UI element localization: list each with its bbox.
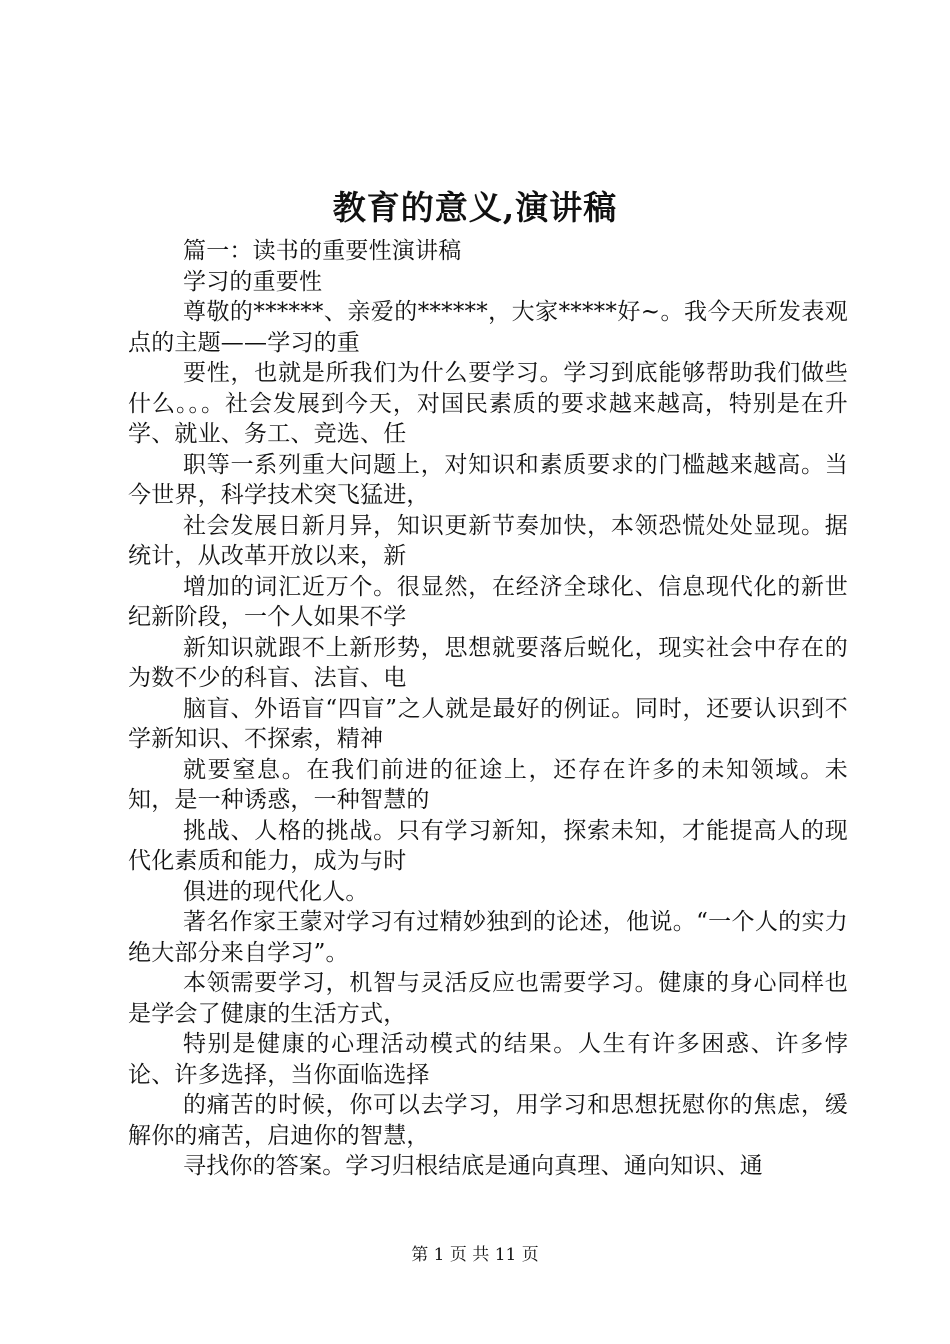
paragraph: 要性，也就是所我们为什么要学习。学习到底能够帮助我们做些什么。。。社会发展到今天，对国民素质的要求越来越高，特别是在升学、就业、务工、竞选、任 [128,360,848,447]
paragraph: 学习的重要性 [183,268,323,295]
paragraph: 增加的词汇近万个。很显然，在经济全球化、信息现代化的新世纪新阶段，一个人如果不学 [128,573,848,630]
paragraph: 就要窒息。在我们前进的征途上，还存在许多的未知领域。未知，是一种诱惑，一种智慧的 [128,756,848,813]
paragraph: 脑盲、外语盲“四盲”之人就是最好的例证。同时，还要认识到不学新知识、不探索，精神 [128,695,848,752]
paragraph: 著名作家王蒙对学习有过精妙独到的论述，他说。“一个人的实力绝大部分来自学习”。 [128,909,848,966]
paragraph: 俱进的现代化人。 [183,878,369,905]
document-title: 教育的意义,演讲稿 [332,188,618,227]
paragraph: 特别是健康的心理活动模式的结果。人生有许多困惑、许多悖论、许多选择，当你面临选择 [128,1031,848,1088]
paragraph: 职等一系列重大问题上，对知识和素质要求的门槛越来越高。当今世界，科学技术突飞猛进， [128,451,848,508]
paragraph: 寻找你的答案。学习归根结底是通向真理、通向知识、通 [183,1153,763,1179]
document-body [128,236,848,1182]
paragraph: 篇一：读书的重要性演讲稿 [183,238,462,264]
paragraph: 新知识就跟不上新形势，思想就要落后蜕化，现实社会中存在的为数不少的科盲、法盲、电 [128,634,848,691]
paragraph: 社会发展日新月异，知识更新节奏加快，本领恐慌处处显现。据统计，从改革开放以来，新 [128,512,848,569]
paragraph: 挑战、人格的挑战。只有学习新知，探索未知，才能提高人的现代化素质和能力，成为与时 [128,817,848,874]
paragraph: 的痛苦的时候，你可以去学习，用学习和思想抚慰你的焦虑，缓解你的痛苦，启迪你的智慧， [128,1092,848,1149]
paragraph: 本领需要学习，机智与灵活反应也需要学习。健康的身心同样也是学会了健康的生活方式， [128,970,848,1027]
paragraph: 尊敬的******、亲爱的******，大家*****好~。我今天所发表观点的主题——学习的重 [128,299,848,356]
page-number-footer: 第 1 页 共 11 页 [411,1245,539,1265]
